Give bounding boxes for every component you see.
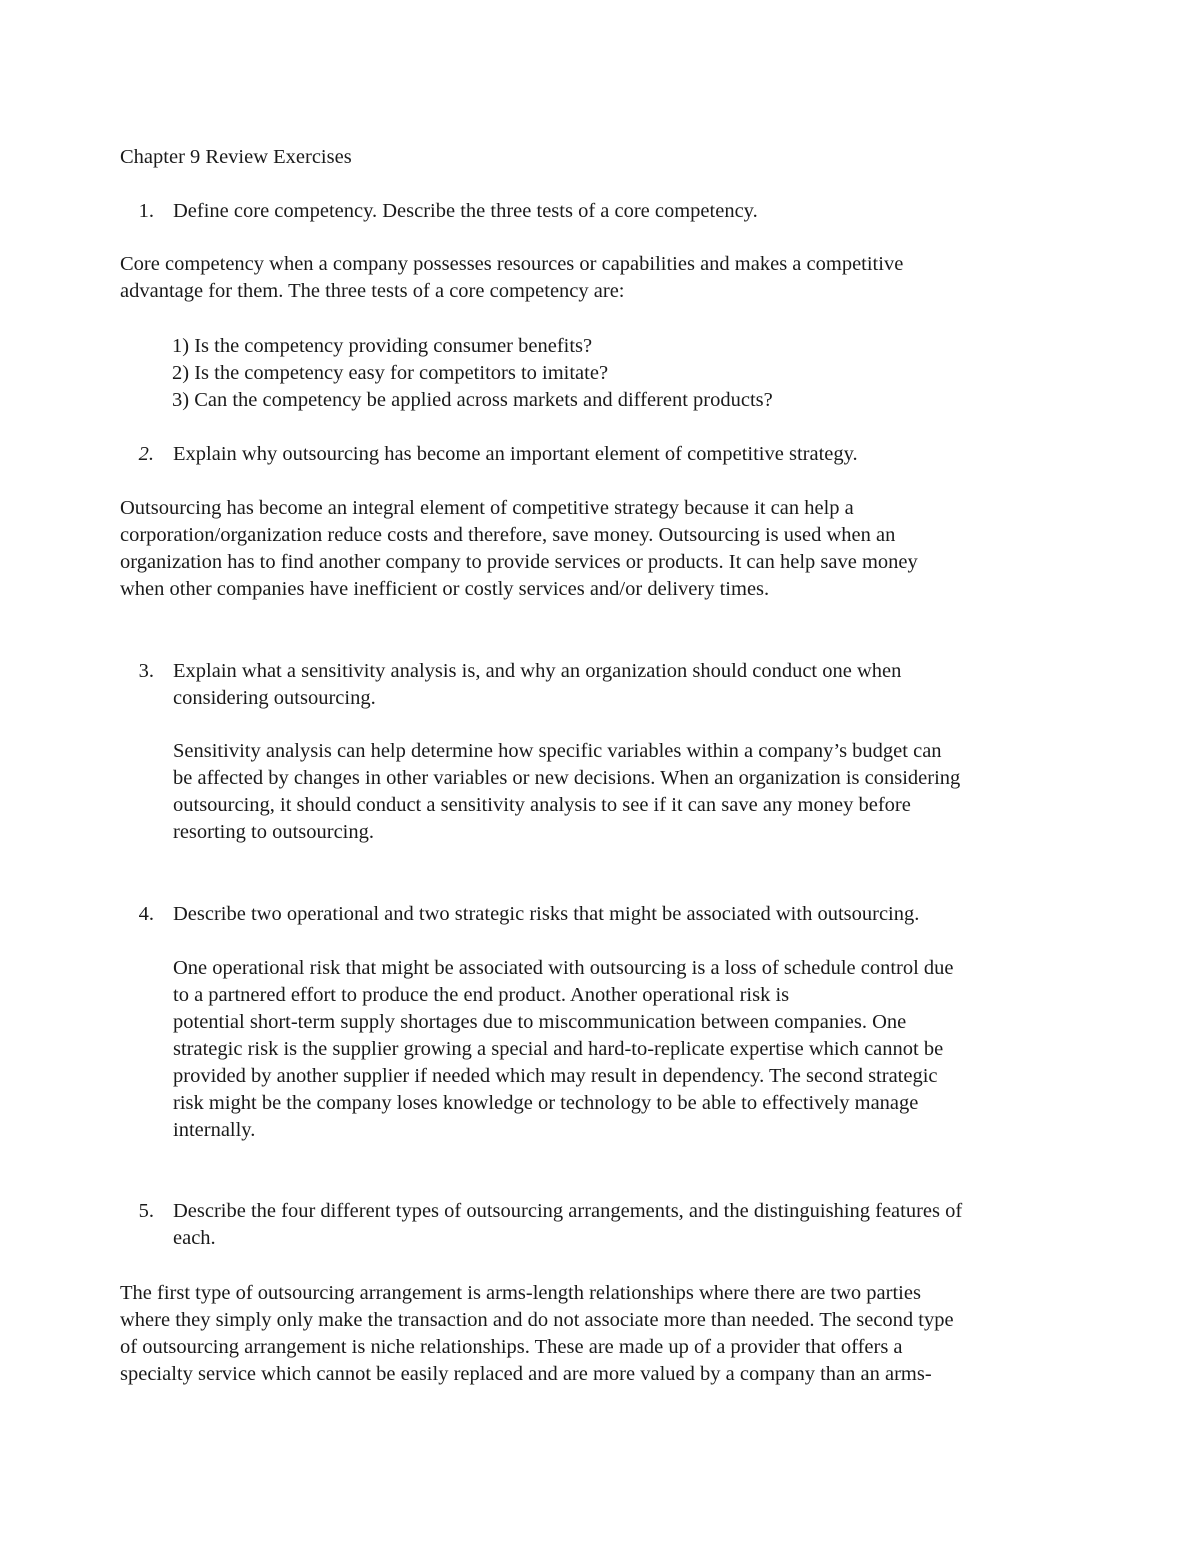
answer-5-line: The first type of outsourcing arrangement is arms-length relationships where there are two parties [120,1282,921,1304]
answer-2-line: organization has to find another company to provide services or products. It can help save money [120,551,918,573]
answer-4-line: risk might be the company loses knowledge or technology to be able to effectively manage [173,1092,919,1114]
question-1-text: Define core competency. Describe the three tests of a core competency. [173,200,758,222]
answer-4-line: to a partnered effort to produce the end product. Another operational risk is [173,984,790,1006]
answer-1-line: Core competency when a company possesses resources or capabilities and makes a competitive [120,253,904,275]
question-5-number: 5. [138,1200,154,1222]
question-5-text [173,1198,1093,1252]
answer-4-line: strategic risk is the supplier growing a special and hard-to-replicate expertise which cannot be [173,1038,944,1060]
answer-5 [120,1280,1080,1388]
answer-5-line: specialty service which cannot be easily replaced and are more valued by a company than an arms- [120,1363,932,1385]
answer-2-line: Outsourcing has become an integral element of competitive strategy because it can help a [120,497,854,519]
question-3-text [173,658,1093,712]
question-5-line: Describe the four different types of outsourcing arrangements, and the distinguishing features of [173,1200,963,1222]
answer-5-line: of outsourcing arrangement is niche relationships. These are made up of a provider that offers a [120,1336,903,1358]
answer-3-line: outsourcing, it should conduct a sensitivity analysis to see if it can save any money before [173,794,911,816]
question-2-text: Explain why outsourcing has become an important element of competitive strategy. [173,443,858,465]
question-1-number: 1. [138,200,154,222]
question-4-text: Describe two operational and two strategic risks that might be associated with outsourcing. [173,903,920,925]
core-competency-test-2: 2) Is the competency easy for competitors to imitate? [172,362,609,384]
answer-3-line: resorting to outsourcing. [173,821,374,843]
question-3-line: considering outsourcing. [173,687,376,709]
answer-4 [173,955,1093,1144]
answer-4-line: internally. [173,1119,256,1141]
core-competency-test-1: 1) Is the competency providing consumer benefits? [172,335,593,357]
answer-2 [120,495,1080,603]
answer-1-line: advantage for them. The three tests of a core competency are: [120,280,625,302]
page-title: Chapter 9 Review Exercises [120,146,352,168]
question-3-line: Explain what a sensitivity analysis is, and why an organization should conduct one when [173,660,902,682]
answer-2-line: corporation/organization reduce costs and therefore, save money. Outsourcing is used when an [120,524,896,546]
answer-4-line: One operational risk that might be associated with outsourcing is a loss of schedule control due [173,957,954,979]
question-2-number: 2. [138,443,154,465]
answer-4-line: potential short-term supply shortages due to miscommunication between companies. One [173,1011,907,1033]
answer-3-line: Sensitivity analysis can help determine how specific variables within a company’s budget can [173,740,942,762]
question-3-number: 3. [138,660,154,682]
answer-1 [120,251,1080,305]
answer-4-line: provided by another supplier if needed which may result in dependency. The second strategic [173,1065,938,1087]
question-5-line: each. [173,1227,216,1249]
answer-2-line: when other companies have inefficient or costly services and/or delivery times. [120,578,770,600]
question-4-number: 4. [138,903,154,925]
answer-5-line: where they simply only make the transaction and do not associate more than needed. The second type [120,1309,954,1331]
core-competency-test-3: 3) Can the competency be applied across markets and different products? [172,389,773,411]
answer-3 [173,738,1093,846]
answer-3-line: be affected by changes in other variables or new decisions. When an organization is considering [173,767,961,789]
